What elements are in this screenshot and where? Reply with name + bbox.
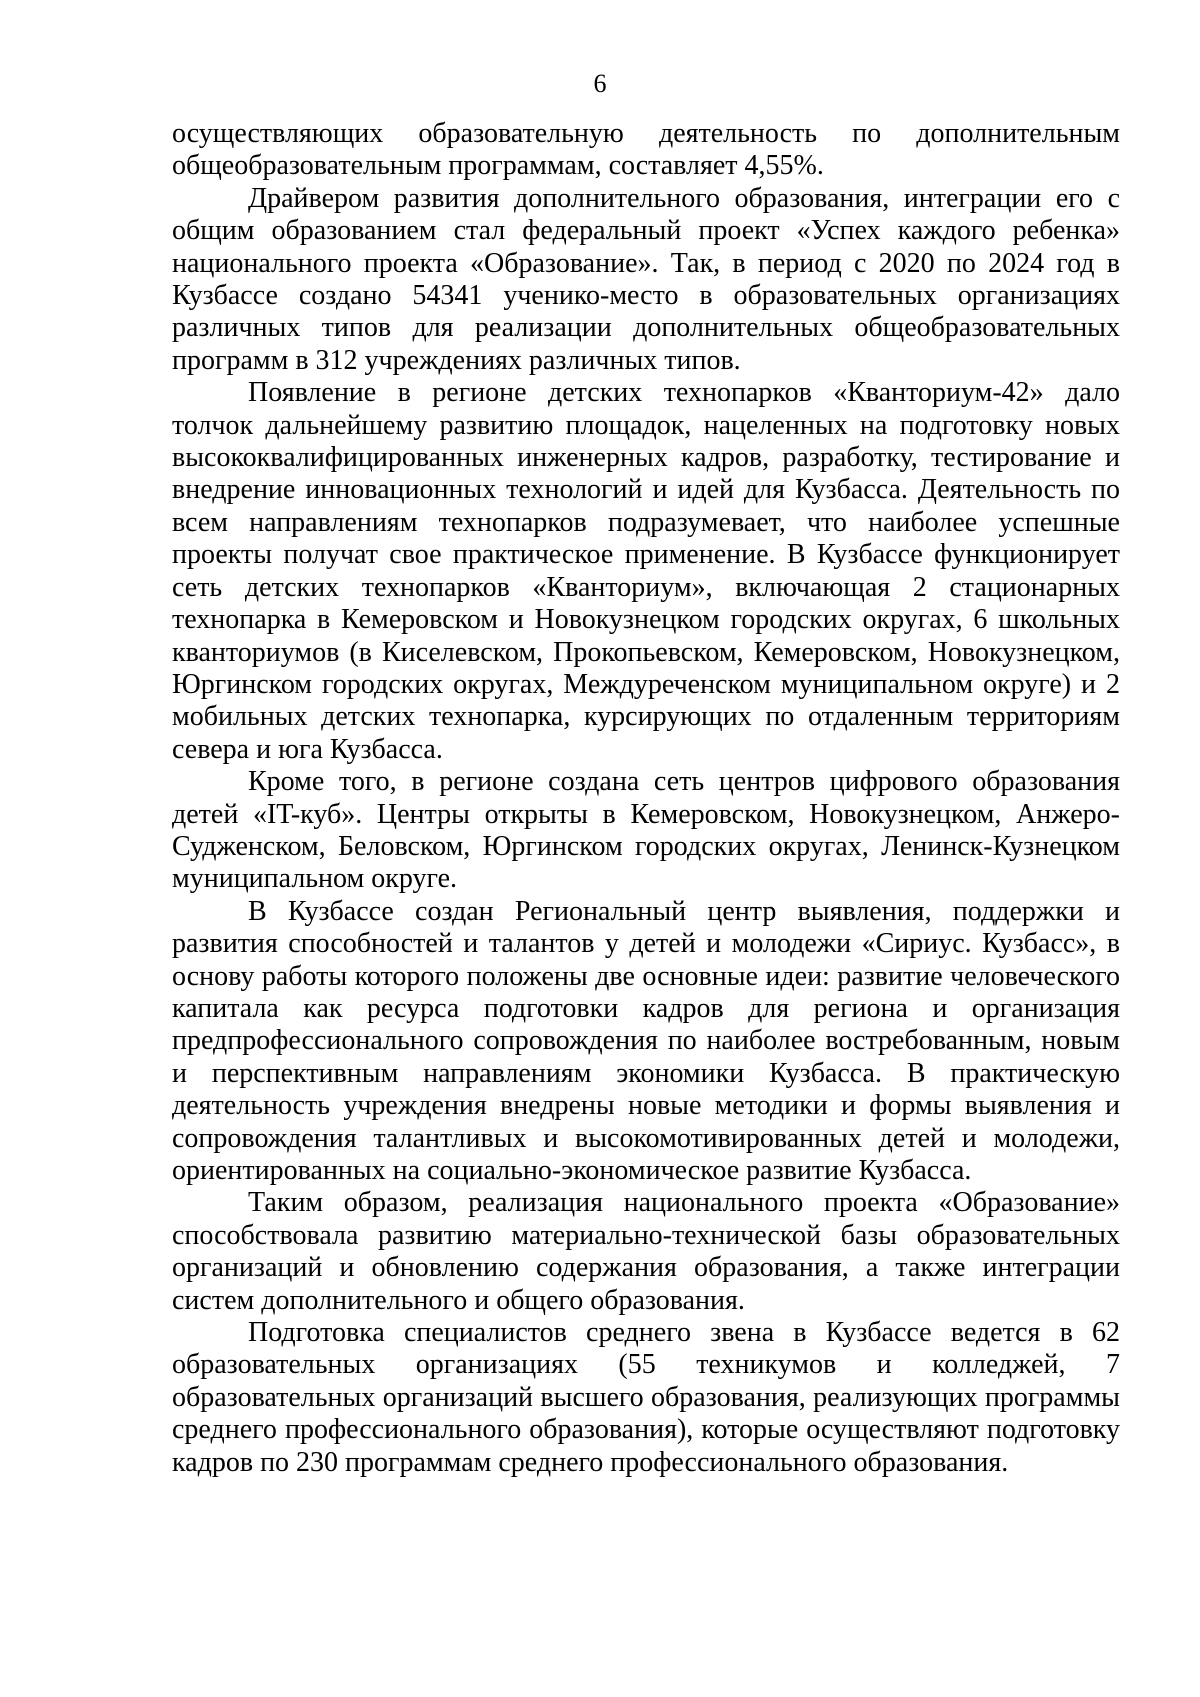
- paragraph-federal-project: Драйвером развития дополнительного образования, интеграции его с общим образованием стал федеральный проект «Успех каждого ребенка» национального проекта «Образование». Так, в период с 2020 по 2024 год в Кузбассе создано 54341 ученико-место в образовательных организациях различных типов для реализации дополнительных общеобразовательных программ в 312 учреждениях различных типов.: [172, 182, 1120, 376]
- paragraph-summary: Таким образом, реализация национального проекта «Образование» способствовала развитию материально-технической базы образовательных организаций и обновлению содержания образования, а также интеграции систем дополнительного и общего образования.: [172, 1187, 1120, 1316]
- page-number: 6: [593, 69, 607, 98]
- paragraph-sirius: В Кузбассе создан Региональный центр выявления, поддержки и развития способностей и талантов у детей и молодежи «Сириус. Кузбасс», в основу работы которого положены две основные идеи: развитие человеческого капитала как ресурса подготовки кадров для региона и организация предпрофессионального сопровождения по наиболее востребованным, новым и перспективным направлениям экономики Кузбасса. В практическую деятельность учреждения внедрены новые методики и формы выявления и сопровождения талантливых и высокомотивированных детей и молодежи, ориентированных на социально-экономическое развитие Кузбасса.: [172, 895, 1120, 1186]
- paragraph-kvantorium: Появление в регионе детских технопарков «Кванториум-42» дало толчок дальнейшему развитию площадок, нацеленных на подготовку новых высококвалифицированных инженерных кадров, разработку, тестирование и внедрение инновационных технологий и идей для Кузбасса. Деятельность по всем направлениям технопарков подразумевает, что наиболее успешные проекты получат свое практическое применение. В Кузбассе функционирует сеть детских технопарков «Кванториум», включающая 2 стационарных технопарка в Кемеровском и Новокузнецком городских округах, 6 школьных кванториумов (в Киселевском, Прокопьевском, Кемеровском, Новокузнецком, Юргинском городских округах, Междуреченском муниципальном округе) и 2 мобильных детских технопарка, курсирующих по отдаленным территориям севера и юга Кузбасса.: [172, 377, 1120, 765]
- paragraph-continuation: осуществляющих образовательную деятельность по дополнительным общеобразовательным программам, составляет 4,55%.: [172, 118, 1120, 182]
- document-body: [172, 118, 1120, 1479]
- paragraph-vocational: Подготовка специалистов среднего звена в Кузбассе ведется в 62 образовательных организациях (55 техникумов и колледжей, 7 образовательных организаций высшего образования, реализующих программы среднего профессионального образования), которые осуществляют подготовку кадров по 230 программам среднего профессионального образования.: [172, 1317, 1120, 1478]
- paragraph-it-cube: Кроме того, в регионе создана сеть центров цифрового образования детей «IT-куб». Центры открыты в Кемеровском, Новокузнецком, Анжеро-Судженском, Беловском, Юргинском городских округах, Ленинск-Кузнецком муниципальном округе.: [172, 766, 1120, 895]
